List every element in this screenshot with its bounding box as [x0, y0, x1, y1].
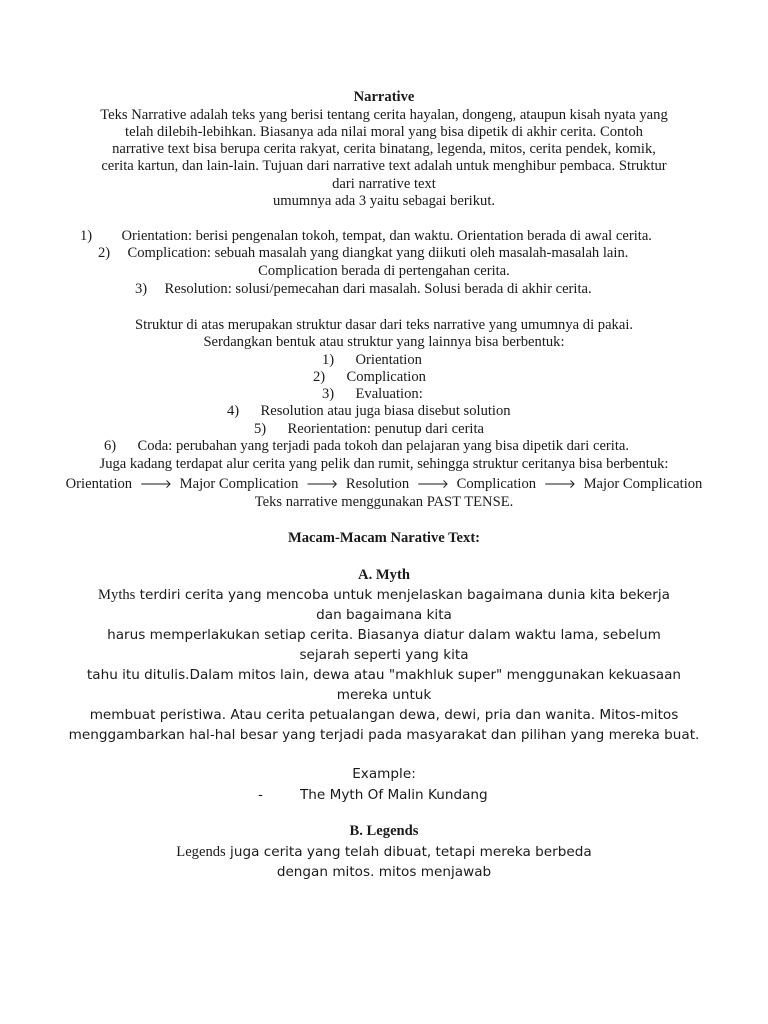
alt-intro-line: Struktur di atas merupakan struktur dasar dari teks narrative yang umumnya di pakai.	[134, 317, 634, 333]
list-text: Evaluation:	[355, 386, 423, 402]
intro-line: umumnya ada 3 yaitu sebagai berikut.	[272, 193, 496, 209]
myth-line: mereka untuk	[336, 687, 432, 703]
list-number: 5)	[254, 421, 267, 437]
list-number: 4)	[227, 403, 240, 419]
list-number: 1)	[80, 228, 93, 244]
arrow-right-icon: 🡒	[543, 477, 576, 491]
alt-item	[322, 386, 423, 403]
example-bullet: -	[258, 787, 263, 803]
list-text: Resolution: solusi/pemecahan dari masalah. Solusi berada di akhir cerita.	[164, 281, 592, 297]
list-text: Orientation	[355, 352, 422, 368]
intro-line: cerita kartun, dan lain-lain. Tujuan dari narrative text adalah untuk menghibur pembaca. Struktur	[101, 158, 667, 174]
example-label: Example:	[352, 766, 416, 782]
legends-lead-word: Legends	[176, 844, 226, 860]
myth-line: sejarah seperti yang kita	[299, 647, 469, 663]
structure-item-complication	[98, 245, 628, 262]
intro-line: Teks Narrative adalah teks yang berisi tentang cerita hayalan, dongeng, ataupun kisah nyata yang	[100, 107, 668, 123]
myth-line: dan bagaimana kita	[316, 607, 452, 623]
flow-step: Complication	[456, 476, 537, 492]
list-number: 6)	[104, 438, 117, 454]
alt-item	[227, 403, 511, 420]
structure-item-orientation	[80, 228, 652, 245]
intro-line: narrative text bisa berupa cerita rakyat, cerita binatang, legenda, mitos, cerita pendek, komik,	[112, 141, 656, 157]
legends-text: juga cerita yang telah dibuat, tetapi mereka berbeda	[225, 844, 592, 860]
arrow-right-icon: 🡒	[306, 477, 339, 491]
alt-item	[322, 352, 422, 369]
list-number: 2)	[313, 369, 326, 385]
tense-note: Teks narrative menggunakan PAST TENSE.	[254, 494, 514, 510]
list-text: Resolution atau juga biasa disebut solution	[260, 403, 511, 419]
alt-intro-line: Serdangkan bentuk atau struktur yang lainnya bisa berbentuk:	[203, 334, 565, 350]
list-number: 1)	[322, 352, 335, 368]
list-text: Complication	[346, 369, 426, 385]
legends-line: dengan mitos. mitos menjawab	[276, 864, 492, 880]
document-title: Narrative	[353, 89, 415, 105]
alt-item	[313, 369, 426, 386]
myth-line: menggambarkan hal-hal besar yang terjadi pada masyarakat dan pilihan yang mereka buat.	[68, 727, 700, 743]
structure-item-resolution	[135, 281, 592, 298]
list-number: 3)	[135, 281, 148, 297]
myth-heading: A. Myth	[358, 567, 410, 583]
myth-line: harus memperlakukan setiap cerita. Biasanya diatur dalam waktu lama, sebelum	[107, 627, 661, 643]
flow-step: Major Complication	[179, 476, 299, 492]
complex-structure-text: Juga kadang terdapat alur cerita yang pelik dan rumit, sehingga struktur ceritanya bisa berbentuk:	[99, 456, 669, 472]
structure-item-continuation: Complication berada di pertengahan cerita.	[258, 263, 510, 279]
list-text: Reorientation: penutup dari cerita	[287, 421, 485, 437]
list-number: 3)	[322, 386, 335, 402]
legends-line	[0, 842, 768, 862]
list-text: Orientation: berisi pengenalan tokoh, tempat, dan waktu. Orientation berada di awal cerita.	[121, 228, 652, 244]
alt-item	[104, 438, 629, 455]
types-heading: Macam-Macam Narative Text:	[287, 530, 481, 546]
myth-text: terdiri cerita yang mencoba untuk menjelaskan bagaimana dunia kita bekerja	[135, 587, 670, 603]
structure-flow	[0, 476, 768, 493]
flow-step: Resolution	[345, 476, 410, 492]
list-text: Coda: perubahan yang terjadi pada tokoh dan pelajaran yang bisa dipetik dari cerita.	[137, 438, 630, 454]
intro-line: telah dilebih-lebihkan. Biasanya ada nilai moral yang bisa dipetik di akhir cerita. Contoh	[125, 124, 643, 140]
flow-step: Major Complication	[583, 476, 703, 492]
flow-step: Orientation	[65, 476, 133, 492]
arrow-right-icon: 🡒	[139, 477, 172, 491]
arrow-right-icon: 🡒	[416, 477, 449, 491]
legends-heading: B. Legends	[349, 823, 419, 839]
myth-lead-word: Myths	[98, 587, 136, 603]
myth-line	[0, 585, 768, 605]
intro-line: dari narrative text	[332, 176, 436, 192]
myth-line: tahu itu ditulis.Dalam mitos lain, dewa atau "makhluk super" menggunakan kekuasaan	[86, 667, 682, 683]
list-number: 2)	[98, 245, 111, 261]
example-item: The Myth Of Malin Kundang	[300, 787, 488, 803]
list-text: Complication: sebuah masalah yang diangkat yang diikuti oleh masalah-masalah lain.	[127, 245, 629, 261]
myth-line: membuat peristiwa. Atau cerita petualangan dewa, dewi, pria dan wanita. Mitos-mitos	[89, 707, 679, 723]
alt-item	[254, 421, 484, 438]
